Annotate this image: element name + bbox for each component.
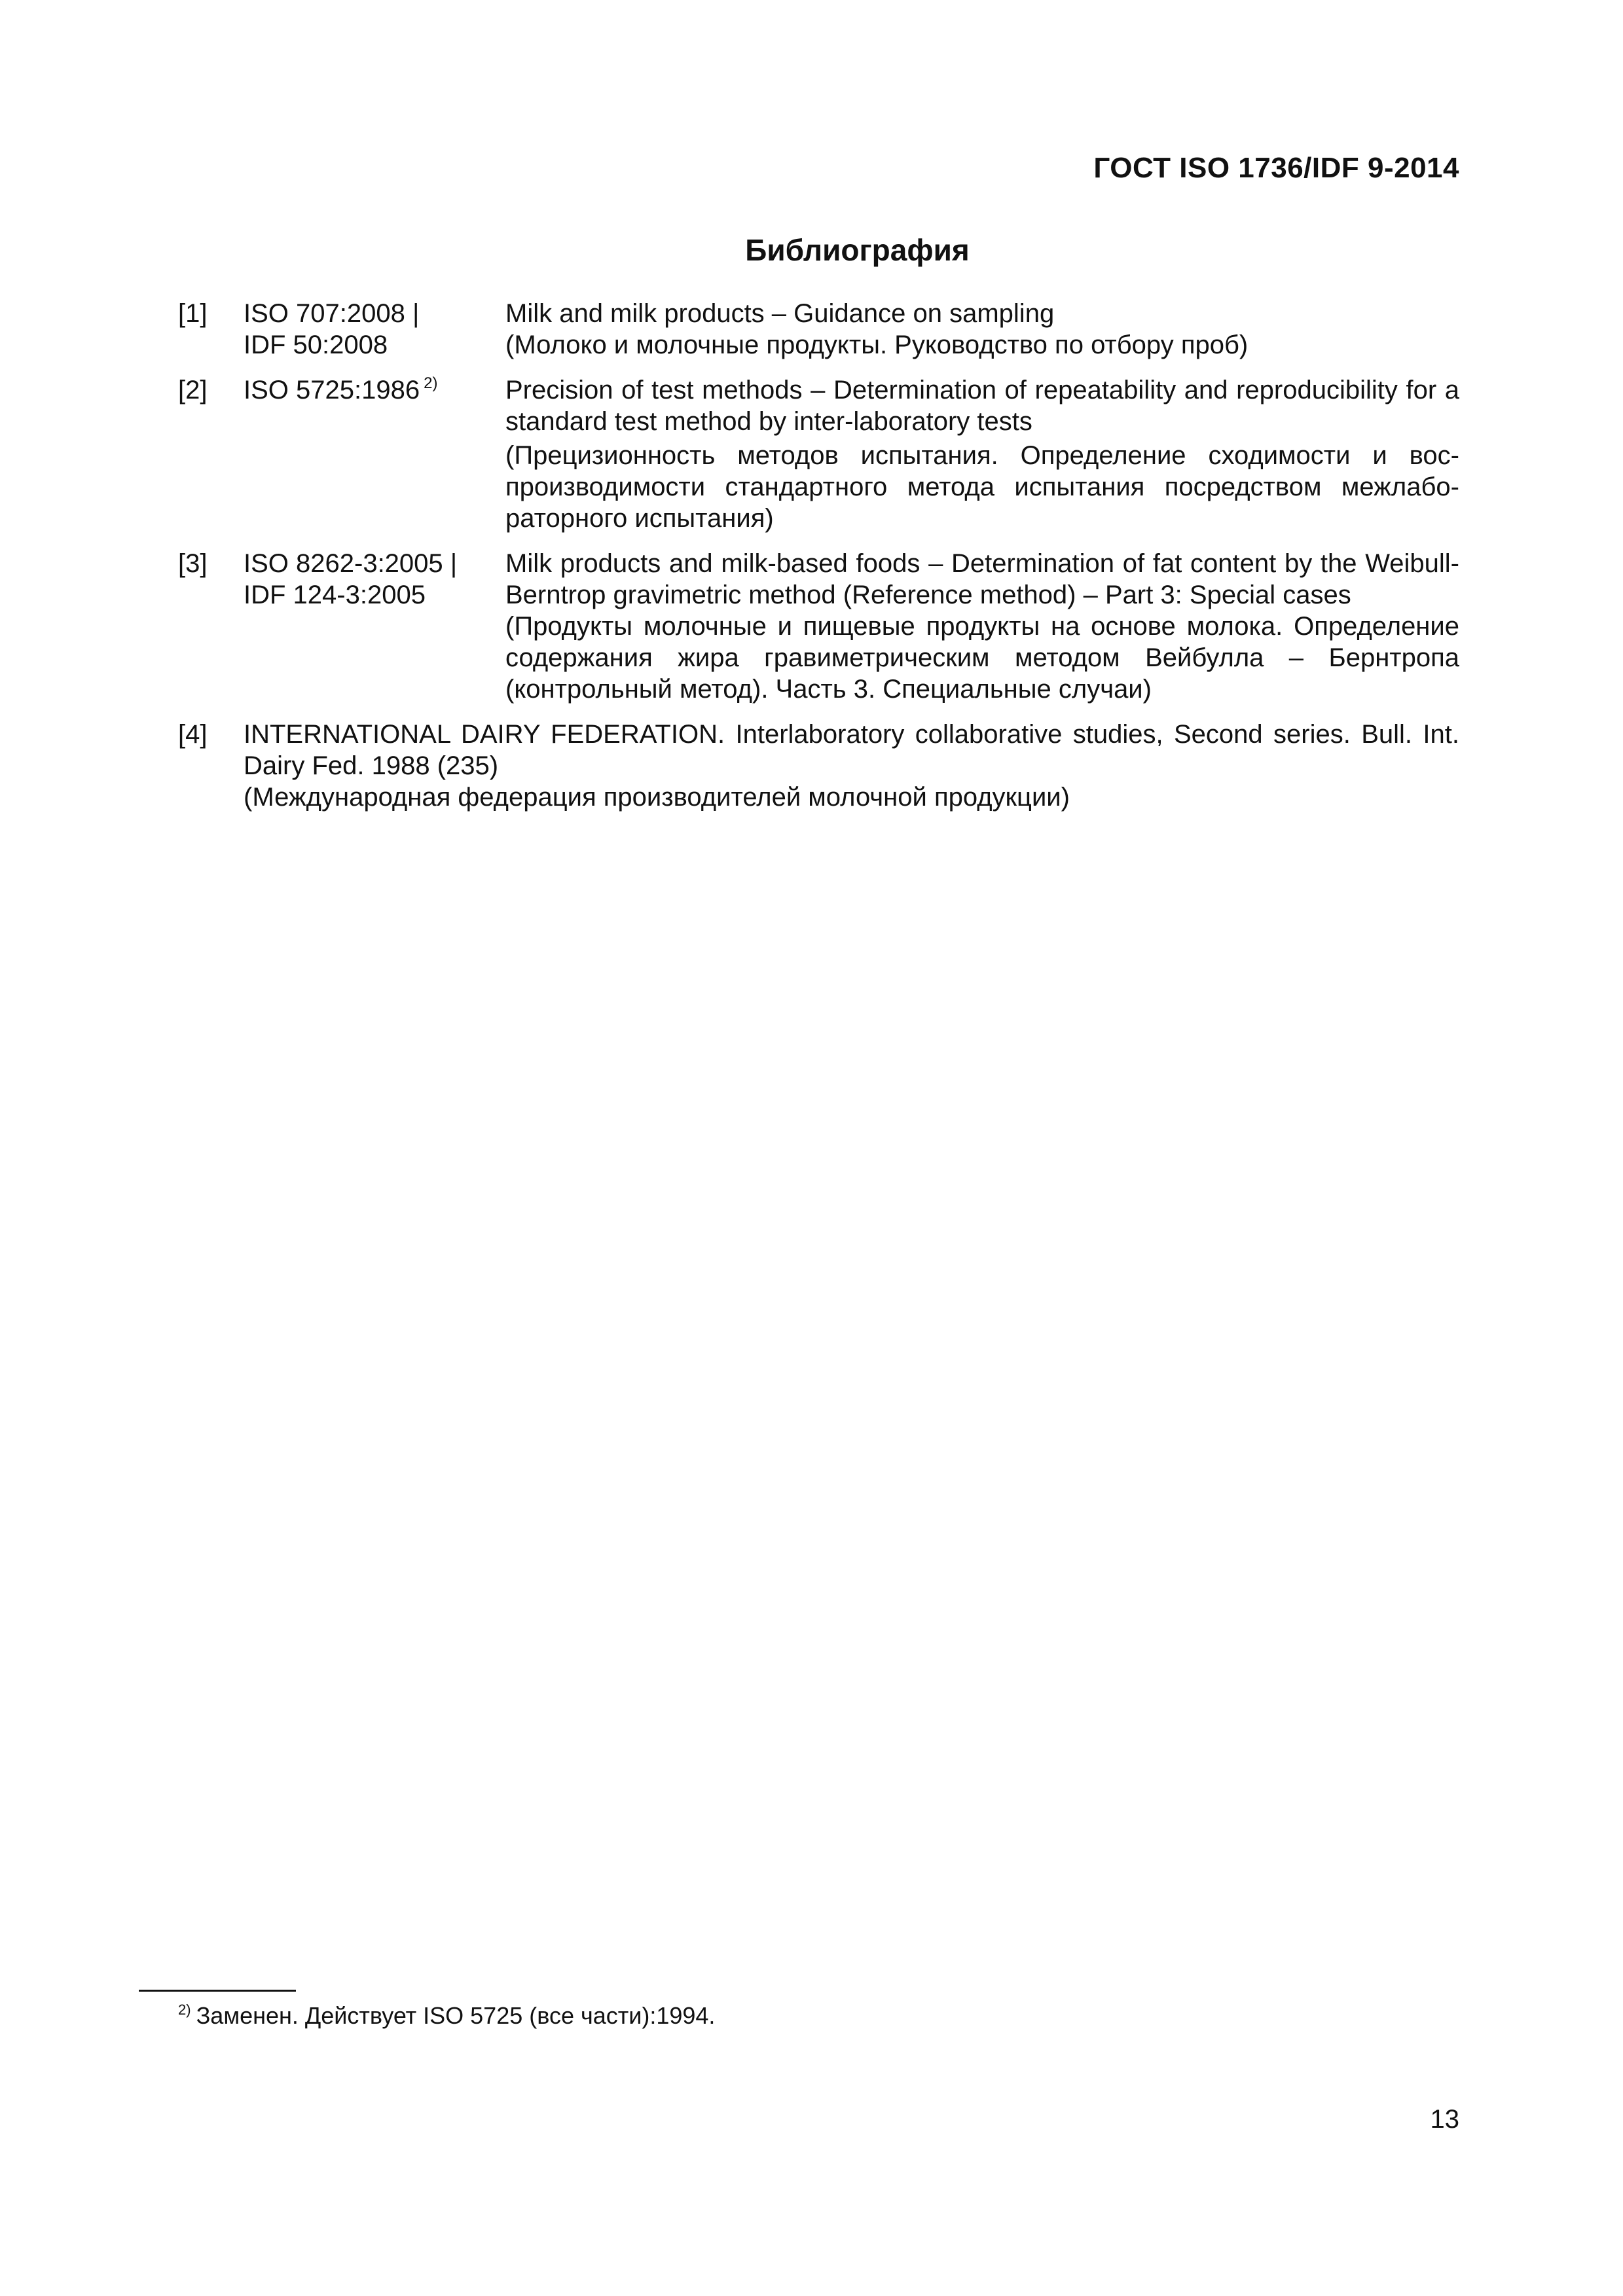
entry-title: Milk products and milk-based foods – Determination of fat content by the Weibull-Berntrop gravimetric method (Reference method) – Part 3: Special cases <box>505 549 1459 609</box>
entry-standard-code <box>244 374 499 406</box>
bibliography-entry <box>178 298 1459 361</box>
standard-code-line: ISO 707:2008 | <box>244 299 420 328</box>
entry-number: [3] <box>178 549 208 578</box>
standard-code-line: ISO 5725:1986 <box>244 376 420 404</box>
entry-title: Milk and milk products – Guidance on sampling <box>505 299 1055 328</box>
entry-description <box>505 298 1459 361</box>
footnote-text: Заменен. Действует ISO 5725 (все части):1994. <box>196 2002 716 2029</box>
entry-number: [1] <box>178 299 208 328</box>
bibliography-entry <box>178 548 1459 705</box>
entry-title: INTERNATIONAL DAIRY FEDERATION. Interlaboratory collaborative studies, Second series. Bull. Int. Dairy Fed. 1988 (235) <box>244 720 1459 780</box>
entry-description <box>244 719 1459 813</box>
footnote-mark: 2) <box>178 2001 191 2018</box>
bibliography-entry <box>178 374 1459 534</box>
entry-description <box>505 548 1459 705</box>
entry-title: Precision of test methods – Determination of repeatability and reproducibility for a standard test method by inter-laboratory tests <box>505 376 1459 436</box>
footnote-separator <box>139 1990 296 1992</box>
entry-number: [2] <box>178 376 208 404</box>
entry-standard-code <box>244 548 499 611</box>
entry-translation: (Молоко и молочные продукты. Руководство по отбору проб) <box>505 331 1249 359</box>
standard-code-line: ISO 8262-3:2005 | <box>244 549 458 578</box>
entry-translation: (Международная федерация производителей молочной продукции) <box>244 783 1070 812</box>
entry-description <box>505 374 1459 534</box>
entry-translation: (Прецизионность методов испытания. Определение сходимости и воспроизводимости стандартного метода испытания посредством межлабораторного испытания) <box>505 441 1459 533</box>
entry-translation: (Продукты молочные и пищевые продукты на основе молока. Определение содержания жира гравиметрическим методом Вейбулла – Бернтропа (контрольный метод). Часть 3. Специальные случаи) <box>505 612 1459 704</box>
bibliography-list <box>178 298 1459 827</box>
document-designation: ГОСТ ISO 1736/IDF 9-2014 <box>1093 152 1459 184</box>
bibliography-entry <box>178 719 1459 813</box>
page-number: 13 <box>1430 2105 1459 2134</box>
entry-standard-code <box>244 298 499 361</box>
footnote <box>178 2001 715 2030</box>
standard-code-line: IDF 50:2008 <box>244 331 388 359</box>
standard-code-line: IDF 124-3:2005 <box>244 581 426 609</box>
section-title: Библиография <box>745 233 970 267</box>
entry-number: [4] <box>178 720 208 749</box>
footnote-reference: 2) <box>424 374 438 392</box>
